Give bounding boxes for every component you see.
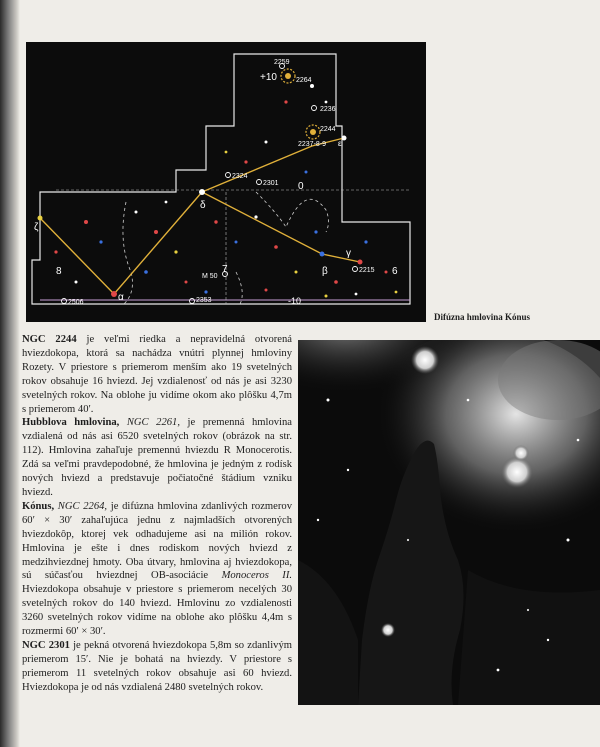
star-delta: δ — [200, 200, 206, 211]
label-m50: M 50 — [202, 273, 218, 280]
bright-star — [501, 456, 533, 488]
star-map — [26, 42, 426, 322]
page-gutter-shadow — [0, 0, 20, 747]
label-2353: 2353 — [196, 297, 212, 304]
label-2236: 2236 — [320, 106, 336, 113]
star-beta: β — [322, 266, 328, 277]
ra-6: 6 — [392, 266, 398, 277]
dec-0: 0 — [298, 181, 304, 192]
paragraph-ngc2301: NGC 2301 je pekná otvorená hviezdokopa 5,8m so zdanlivým priemerom 15′. Nie je bohatá na hviezdy. V priestore s priemerom 11 svetelných rokov obsahuje asi 60 hviezd. Hviezdokopa je od nás vzdialená 2480 svetelných rokov. — [22, 639, 292, 693]
label-2215: 2215 — [359, 267, 375, 274]
label-2301: 2301 — [263, 180, 279, 187]
dec-minus10: -10 — [288, 296, 302, 306]
nebula-caption: Difúzna hmlovina Kónus — [434, 312, 531, 322]
paragraph-konus: Kónus, NGC 2264, je difúzna hmlovina zdanlivých rozmerov 60′ × 30′ zahaľujúca jednu z najmladších otvorených hviezdokôp, ktorej vek odhadujeme asi na milión rokov. Hmlovina je ešte i dnes rodiskom nových hviezd z medzihviezdnej hmoty. Oba útvary, hmlovina aj hviezdokopa, sú súčasťou hviezdnej OB-asociácie Monoceros II. Hviezdokopa obsahuje v priestore s priemerom necelých 30 svetelných rokov do 140 hviezd. Hmlovinu zo vzdialenosti 3260 svetelných rokov vidíme na oblohe ako plôšku 4,4m s rozmermi 60′ × 30′. — [22, 500, 292, 638]
ngc2244-heading: NGC 2244 — [22, 334, 77, 345]
dec-plus10: +10 — [260, 72, 277, 83]
star-epsilon: ε — [338, 139, 342, 148]
konus-heading: Kónus, — [22, 500, 55, 512]
paragraph-ngc2244: NGC 2244 je veľmi riedka a nepravidelná otvorená hviezdokopa, ktorá sa nachádza vnútri plynnej hmloviny Rozety. V priestore s priemerom menším ako 19 svetelných rokov obsahuje 16 hviezd. Jej vzdialenosť od nás je asi 3230 svetelných rokov. Na oblohe ju vidíme okom ako plôšku 4,7m s priemerom 40′. — [22, 334, 292, 415]
label-2264: 2264 — [296, 77, 312, 84]
article-text — [22, 333, 292, 695]
label-2259: 2259 — [274, 59, 290, 66]
ra-7: 7 — [222, 264, 228, 275]
label-2237: 2237-8-9 — [298, 141, 327, 148]
ra-8: 8 — [56, 266, 62, 277]
hubble-heading: Hubblova hmlovina, — [22, 417, 120, 429]
label-2324: 2324 — [232, 173, 248, 180]
label-2244: 2244 — [320, 126, 336, 133]
star-alpha: α — [118, 292, 124, 303]
bright-star — [411, 346, 439, 374]
star-gamma: γ — [346, 248, 351, 259]
ngc2301-heading: NGC 2301 — [22, 639, 70, 651]
paragraph-hubble: Hubblova hmlovina, NGC 2261, je premenná hmlovina vzdialená od nás asi 6520 svetelných rokov (obrázok na str. 112). Hmlovina zahaľuje premennú hviezdu R Monocerotis. Zdá sa veľmi pravdepodobné, že hmlovina je jedným z rodísk nových hviezd a predstavuje počiatočné štádium vzniku hviezd. — [22, 417, 292, 498]
cone-nebula-photo — [298, 340, 600, 705]
label-2506: 2506 — [68, 299, 84, 306]
star-zeta: ζ — [34, 222, 39, 233]
